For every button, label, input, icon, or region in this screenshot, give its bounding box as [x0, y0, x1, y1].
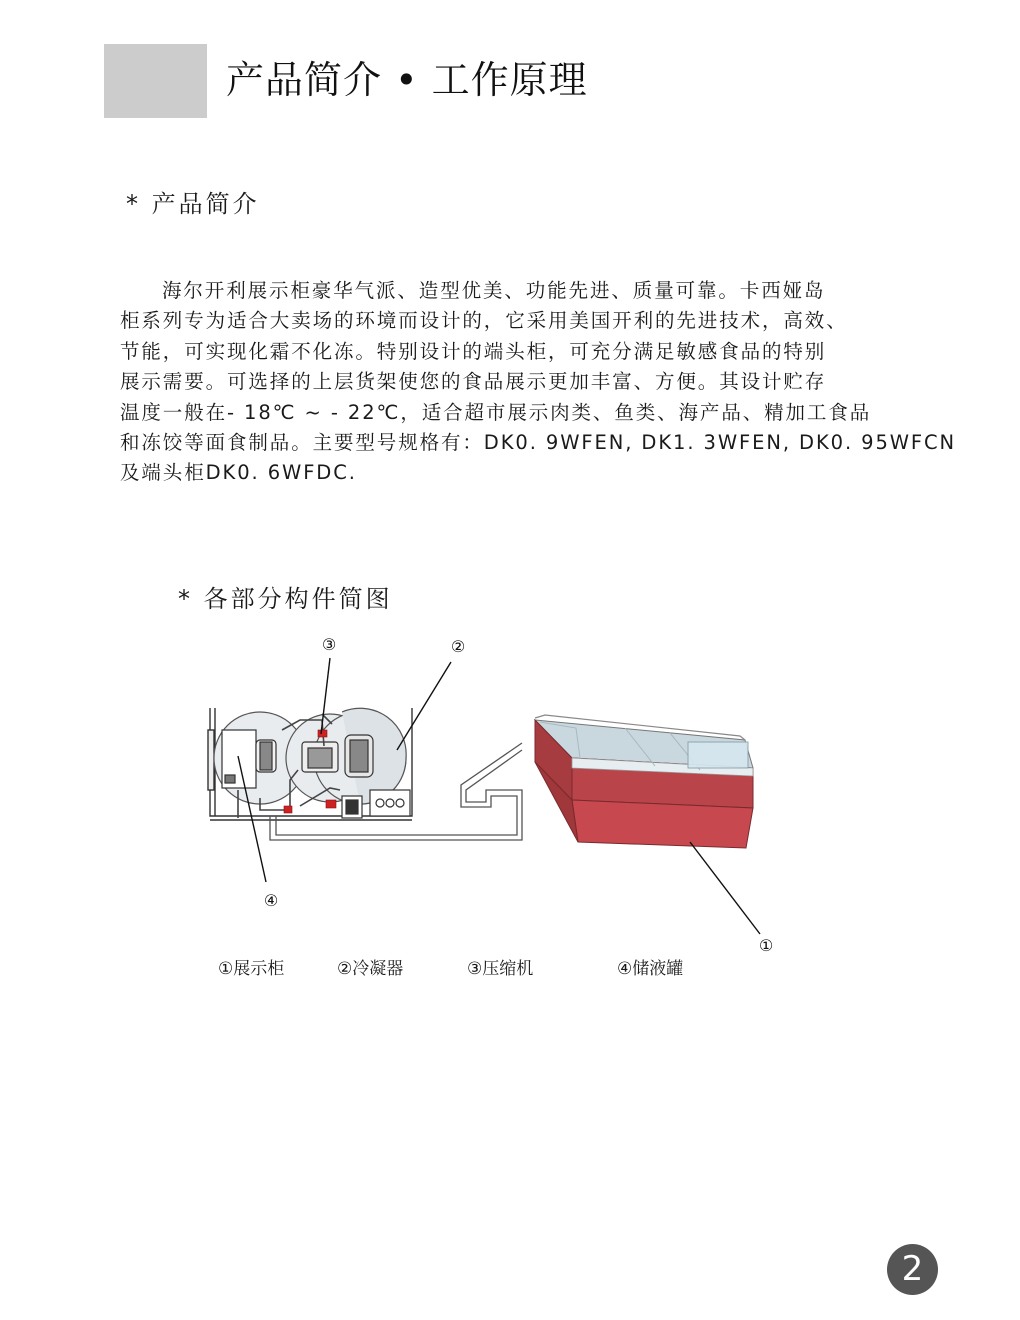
title-block [104, 44, 207, 118]
intro-line-3: 节能，可实现化霜不化冻。特别设计的端头柜，可充分满足敏感食品的特别 [120, 339, 827, 363]
section-heading-parts: * 各部分构件简图 [178, 585, 393, 613]
callout-2: ② [450, 637, 466, 656]
legend-item-compressor: ③压缩机 [467, 959, 534, 979]
section-heading-intro: * 产品简介 [126, 190, 260, 218]
intro-line-2: 柜系列专为适合大卖场的环境而设计的，它采用美国开利的先进技术，高效、 [120, 309, 848, 333]
callout-1: ① [758, 936, 774, 955]
callout-4: ④ [263, 891, 279, 910]
components-diagram [200, 630, 800, 960]
components-diagram-svg [200, 630, 800, 960]
intro-line-5: 温度一般在- 18℃ ~ - 22℃，适合超市展示肉类、鱼类、海产品、精加工食品 [120, 400, 872, 424]
intro-line-1: 海尔开利展示柜豪华气派、造型优美、功能先进、质量可靠。卡西娅岛 [162, 279, 826, 302]
intro-line-6: 和冻饺等面食制品。主要型号规格有：DK0. 9WFEN, DK1. 3WFEN, DK0. 95WFCN [120, 431, 957, 455]
callout-3: ③ [321, 635, 337, 654]
page-number-badge: 2 [887, 1244, 938, 1295]
legend-item-display-cabinet: ①展示柜 [218, 959, 285, 979]
legend-item-receiver-tank: ④储液罐 [617, 959, 684, 979]
display-cabinet [535, 715, 753, 848]
intro-paragraph [120, 276, 957, 489]
intro-line-7: 及端头柜DK0. 6WFDC. [120, 461, 357, 485]
legend-item-condenser: ②冷凝器 [337, 959, 404, 979]
intro-line-4: 展示需要。可选择的上层货架使您的食品展示更加丰富、方便。其设计贮存 [120, 370, 827, 394]
control-box [370, 790, 410, 816]
page-title: 产品简介 • 工作原理 [226, 58, 588, 102]
